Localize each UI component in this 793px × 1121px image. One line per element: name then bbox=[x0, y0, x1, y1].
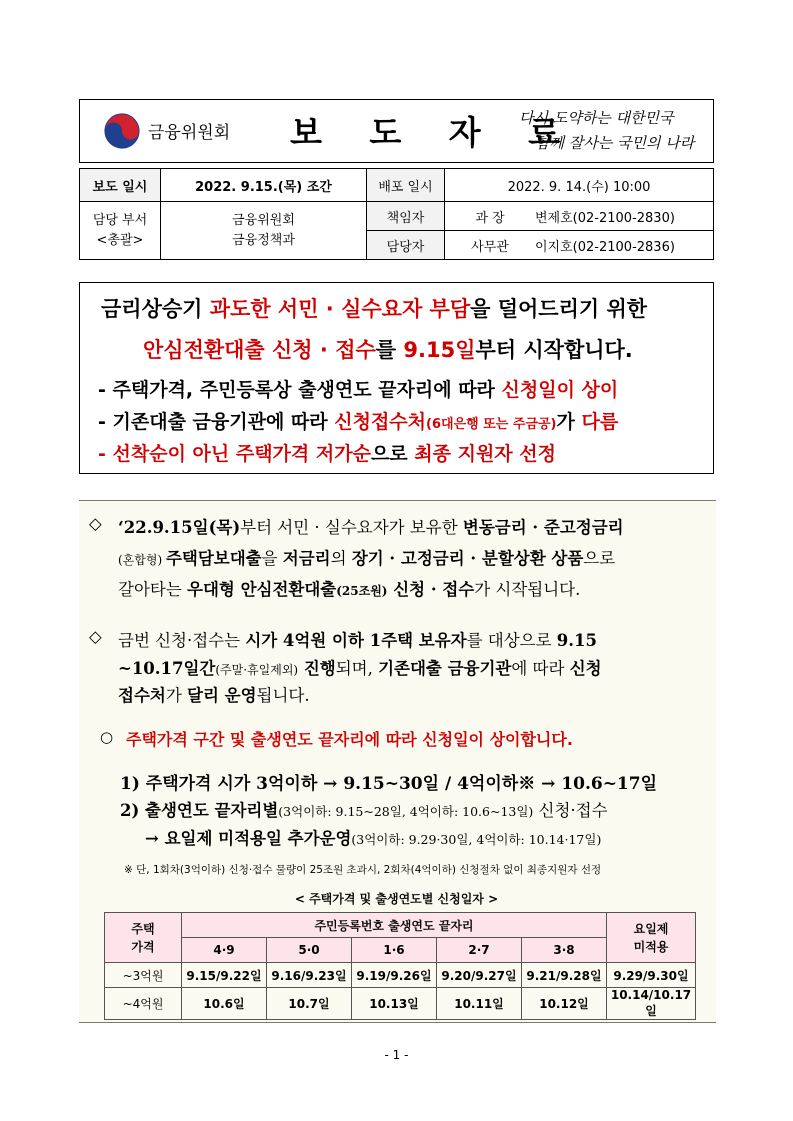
text: 금번 신청·접수는 bbox=[118, 631, 246, 650]
text: ~10.17일간 bbox=[118, 659, 216, 678]
text: 미적용 bbox=[633, 939, 669, 954]
col-header-price bbox=[105, 913, 182, 963]
text: 신청 · 접수 bbox=[387, 580, 475, 599]
slogan-line-1: 다시 도약하는 대한민국 bbox=[519, 109, 674, 127]
digit-header: 2·7 bbox=[437, 938, 522, 963]
text: 되며, bbox=[335, 659, 379, 678]
org-name: 금융위원회 bbox=[148, 123, 231, 143]
table-cell: 9.15/9.22일 bbox=[182, 963, 267, 988]
text: 를 대상으로 bbox=[466, 631, 557, 650]
para1-line-2 bbox=[118, 545, 615, 569]
headline-bullet-2 bbox=[98, 407, 618, 434]
text: 변동금리 · 준고정금리 bbox=[462, 518, 624, 537]
headline-bullet-1 bbox=[98, 375, 618, 402]
schedule-item-2 bbox=[120, 797, 608, 821]
text: ‘22.9.15일(목) bbox=[118, 518, 241, 537]
resp-label: 책임자 bbox=[367, 202, 445, 231]
resp-name: 변제호(02-2100-2830) bbox=[535, 202, 714, 231]
text: 갈아타는 bbox=[118, 580, 188, 599]
table-cell: 10.12일 bbox=[522, 988, 607, 1020]
text: 우대형 안심전환대출 bbox=[187, 580, 337, 599]
para2-line-2 bbox=[118, 655, 602, 679]
headline-text: 을 덜어드리기 위한 bbox=[470, 297, 648, 321]
text: 요일제 bbox=[633, 921, 669, 936]
table-cell: 10.6일 bbox=[182, 988, 267, 1020]
text: 을 bbox=[261, 549, 283, 568]
text: (3억이하: 9.29·30일, 4억이하: 10.14·17일) bbox=[351, 832, 602, 847]
dept-label bbox=[80, 202, 161, 260]
text: (25조원) bbox=[336, 584, 388, 598]
headline-bullet-3 bbox=[98, 439, 556, 466]
text: 진행 bbox=[298, 659, 336, 678]
staff-name: 이지호(02-2100-2836) bbox=[535, 231, 714, 260]
text: 가격 bbox=[131, 939, 155, 954]
dist-label: 배포 일시 bbox=[367, 169, 445, 202]
schedule-table bbox=[104, 912, 696, 1020]
bullet-highlight: 최종 지원자 선정 bbox=[414, 443, 556, 465]
dept-label-2: <총괄> bbox=[96, 232, 144, 248]
text: (혼합형) bbox=[118, 553, 166, 567]
text: 주택 bbox=[131, 921, 155, 936]
staff-label: 담당자 bbox=[367, 231, 445, 260]
text: 가 bbox=[165, 686, 188, 705]
para1-bullet: ◇ bbox=[89, 514, 102, 533]
text: 시가 4억원 이하 1주택 보유자 bbox=[245, 631, 467, 650]
table-cell: 9.29/9.30일 bbox=[607, 963, 696, 988]
schedule-item-3 bbox=[145, 825, 601, 849]
headline-date: 9.15일 bbox=[403, 338, 476, 362]
text: 의 bbox=[330, 549, 352, 568]
dept-value-1: 금융위원회 bbox=[232, 212, 295, 228]
bullet-highlight: 신청접수처 bbox=[334, 411, 427, 433]
dept-label-1: 담당 부서 bbox=[92, 212, 148, 228]
headline-highlight: 안심전환대출 신청 · 접수 bbox=[143, 338, 376, 362]
text: 9.15 bbox=[556, 631, 597, 650]
headline-text: 금리상승기 bbox=[101, 297, 210, 321]
slogan-line-2: 함께 잘사는 국민의 나라 bbox=[535, 134, 695, 152]
digit-header: 5·0 bbox=[267, 938, 352, 963]
text: 장기 · 고정금리 · 분할상환 상품 bbox=[351, 549, 584, 568]
col-header-extra bbox=[607, 913, 696, 963]
bullet-note: (6대은행 또는 주금공) bbox=[426, 417, 557, 432]
text: 에 따라 bbox=[511, 659, 570, 678]
para1-line-3 bbox=[118, 576, 580, 600]
text: 부터 서민 · 실수요자가 보유한 bbox=[240, 518, 463, 537]
headline-highlight: 과도한 서민 · 실수요자 부담 bbox=[209, 297, 471, 321]
para1-line-1 bbox=[118, 514, 624, 538]
headline-line-2 bbox=[143, 334, 633, 364]
table-cell: 10.13일 bbox=[352, 988, 437, 1020]
dept-value bbox=[161, 202, 367, 260]
table-cell: 10.11일 bbox=[437, 988, 522, 1020]
text: 접수처 bbox=[118, 686, 166, 705]
dist-value: 2022. 9. 14.(수) 10:00 bbox=[445, 169, 714, 202]
taegeuk-icon bbox=[103, 112, 141, 150]
dept-value-2: 금융정책과 bbox=[232, 232, 295, 248]
text: 저금리 bbox=[282, 549, 331, 568]
table-cell: 10.14/10.17일 bbox=[607, 988, 696, 1020]
release-label: 보도 일시 bbox=[80, 169, 161, 202]
text: (3억이하: 9.15~28일, 4억이하: 10.6~13일) bbox=[278, 804, 534, 819]
digit-header: 4·9 bbox=[182, 938, 267, 963]
text: 2) 출생연도 끝자리별 bbox=[120, 801, 279, 820]
bullet-highlight: 다름 bbox=[581, 411, 619, 433]
text: 주택담보대출 bbox=[165, 549, 262, 568]
para2-bullet: ◇ bbox=[89, 627, 102, 646]
text: 신청 bbox=[569, 659, 602, 678]
staff-title: 사무관 bbox=[445, 231, 536, 260]
text: (주말·휴일제외) bbox=[215, 663, 299, 677]
col-header-group: 주민등록번호 출생연도 끝자리 bbox=[182, 913, 607, 938]
table-row bbox=[105, 988, 696, 1020]
sub-heading: 주택가격 구간 및 출생연도 끝자리에 따라 신청일이 상이합니다. bbox=[126, 730, 573, 749]
row-price: ~3억원 bbox=[105, 963, 182, 988]
bullet-text: 으로 bbox=[370, 443, 415, 465]
release-info-table bbox=[79, 168, 714, 260]
digit-header: 3·8 bbox=[522, 938, 607, 963]
table-cell: 9.21/9.28일 bbox=[522, 963, 607, 988]
sub-bullet: ○ bbox=[100, 728, 114, 746]
slogan bbox=[519, 106, 694, 156]
para2-line-1 bbox=[118, 627, 597, 651]
table-row bbox=[105, 963, 696, 988]
table-cell: 9.20/9.27일 bbox=[437, 963, 522, 988]
text: → 요일제 미적용일 추가운영 bbox=[145, 829, 352, 848]
para2-line-3 bbox=[118, 682, 310, 706]
table-cell: 9.19/9.26일 bbox=[352, 963, 437, 988]
bullet-text: - 주택가격, 주민등록상 출생연도 끝자리에 따라 bbox=[98, 379, 502, 401]
headline-line-1 bbox=[101, 293, 647, 323]
page-number: - 1 - bbox=[384, 1048, 409, 1062]
text: 으로 bbox=[583, 549, 616, 568]
text: 가 시작됩니다. bbox=[474, 580, 581, 599]
bullet-text: 가 bbox=[556, 411, 582, 433]
page-title: 보 도 자 료 bbox=[290, 113, 578, 152]
text: 신청·접수 bbox=[533, 801, 608, 820]
row-price: ~4억원 bbox=[105, 988, 182, 1020]
headline-text: 부터 시작합니다. bbox=[475, 338, 633, 362]
bullet-highlight: - 선착순이 아닌 주택가격 저가순 bbox=[98, 443, 371, 465]
bullet-text: - 기존대출 금융기관에 따라 bbox=[98, 411, 335, 433]
release-value: 2022. 9.15.(목) 조간 bbox=[161, 169, 367, 202]
table-caption: < 주택가격 및 출생연도별 신청일자 > bbox=[294, 892, 499, 906]
headline-text: 를 bbox=[375, 338, 404, 362]
table-cell: 10.7일 bbox=[267, 988, 352, 1020]
footnote: ※ 단, 1회차(3억이하) 신청·접수 물량이 25조원 초과시, 2회차(4억이하) 신청절차 없이 최종지원자 선정 bbox=[124, 864, 602, 876]
resp-title: 과 장 bbox=[445, 202, 536, 231]
text: 기존대출 금융기관 bbox=[378, 659, 512, 678]
digit-header: 1·6 bbox=[352, 938, 437, 963]
schedule-item-1: 1) 주택가격 시가 3억이하 → 9.15~30일 / 4억이하※ → 10.6~17일 bbox=[120, 774, 658, 794]
text: 달리 운영 bbox=[187, 686, 257, 705]
text: 됩니다. bbox=[256, 686, 310, 705]
bullet-highlight: 신청일이 상이 bbox=[501, 379, 619, 401]
table-cell: 9.16/9.23일 bbox=[267, 963, 352, 988]
